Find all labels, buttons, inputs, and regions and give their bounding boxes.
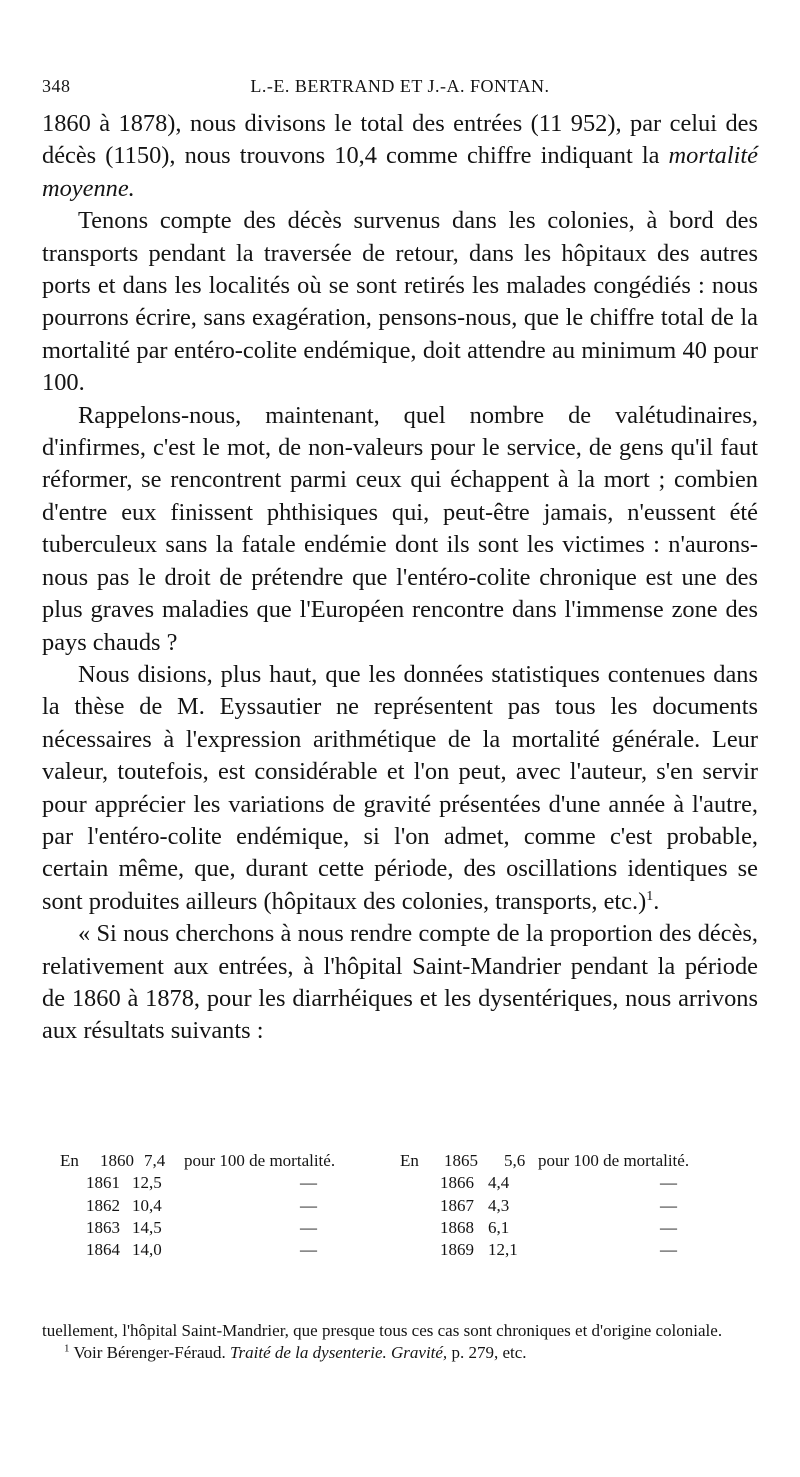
cited-title: Traité de la dysenterie. Gravité, (230, 1343, 448, 1362)
body-text (42, 108, 758, 1048)
paragraph-4: Nous disions, plus haut, que les données statistiques contenues dans la thèse de M. Eyssautier ne représentent pas tous les documents nécessaires à l'expression arithmétique de la mortalité générale. Leur valeur, toutefois, est considérable et l'on peut, avec l'auteur, s'en servir pour apprécier les variations de gravité présentées d'une année à l'autre, par l'entéro-colite endémique, si l'on admet, comme c'est probable, certain même, que, durant cette période, des oscillations identiques se sont produites ailleurs (hôpitaux des colonies, transports, etc.)$^1$. (42, 660, 758, 915)
emphasis-mortalite-moyenne: mortalité moyenne. (42, 142, 758, 202)
table-row: 1862 10,4 — 1867 4,3 — (86, 1195, 677, 1215)
footnote-1: $^1$ Voir Bérenger-Féraud. Traité de la dysenterie. Gravité, p. 279, etc. (64, 1342, 527, 1362)
table-row: 1863 14,5 — 1868 6,1 — (86, 1217, 677, 1237)
page-number: 348 (42, 76, 71, 96)
footnote-continuation: tuellement, l'hôpital Saint-Mandrier, que presque tous ces cas sont chroniques et d'origine coloniale. (42, 1321, 723, 1340)
mortality-table (60, 1150, 760, 1261)
paragraph-3: Rappelons-nous, maintenant, quel nombre de valétudinaires, d'infirmes, c'est le mot, de non-valeurs pour le service, de gens qu'il faut réformer, se rencontrent parmi ceux qui échappent à la mort ; combien d'entre eux finissent phthisiques qui, peut-être jamais, n'eussent été tuberculeux sans la fatale endémie dont ils sont les victimes : n'aurons-nous pas le droit de prétendre que l'entéro-colite chronique est une des plus graves maladies que l'Européen rencontre dans l'immense zone des pays chauds ? (42, 401, 758, 656)
table-row: 1864 14,0 — 1869 12,1 — (86, 1240, 677, 1260)
table-row: En 1860 7,4 pour 100 de mortalité. En 1865 5,6 pour 100 de mortalité. (60, 1151, 690, 1170)
footnote-reference: 1 (646, 888, 654, 904)
footnotes (42, 1320, 758, 1364)
paragraph-5: « Si nous cherchons à nous rendre compte de la proportion des décès, relativement aux entrées, à l'hôpital Saint-Mandrier pendant la période de 1860 à 1878, pour les diarrhéiques et les dysentériques, nous arrivons aux résultats suivants : (42, 920, 758, 1045)
table-row: 1861 12,5 — 1866 4,4 — (86, 1173, 677, 1193)
running-title: L.-E. BERTRAND ET J.-A. FONTAN. (250, 76, 550, 96)
footnote-mark: 1 (64, 1342, 70, 1355)
paragraph-2: Tenons compte des décès survenus dans les colonies, à bord des transports pendant la traversée de retour, dans les hôpitaux des autres ports et dans les localités où se sont retirés les malades congédiés : nous pourrons écrire, sans exagération, pensons-nous, que le chiffre total de la mortalité par entéro-colite endémique, doit attendre au minimum 40 pour 100. (42, 207, 758, 397)
paragraph-1: 1860 à 1878), nous divisons le total des entrées (11 952), par celui des décès (1150), nous trouvons 10,4 comme chiffre indiquant la mortalité moyenne. (42, 110, 758, 202)
page-header (42, 76, 758, 106)
